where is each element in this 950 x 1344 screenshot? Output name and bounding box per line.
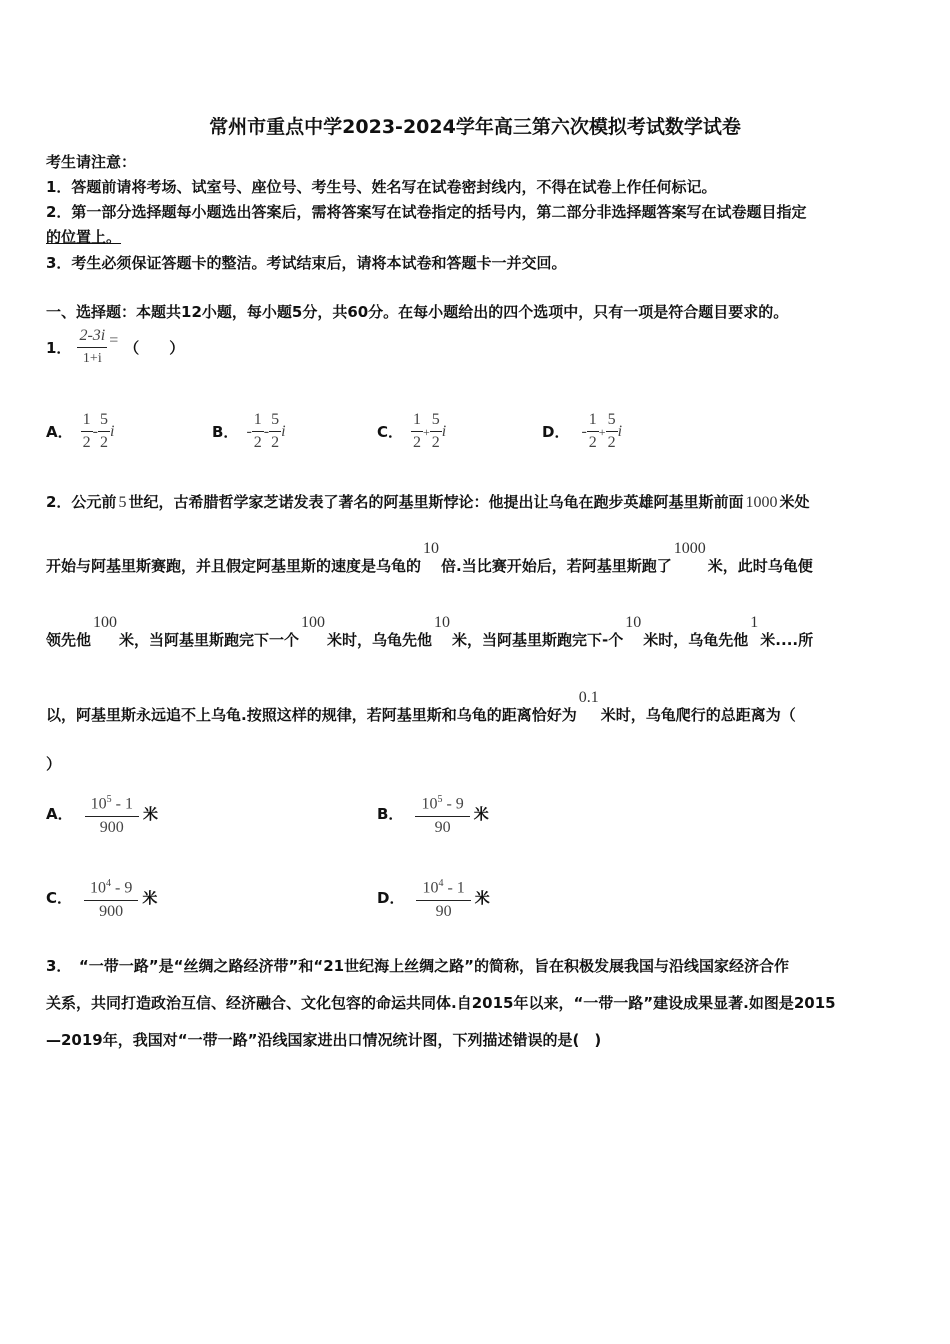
q1-option-b[interactable]: B． - $\frac{1}{2}$ - $\frac{5}{2}$ i: [212, 411, 286, 451]
fraction: $\frac{10^5 - 9}{90}$: [415, 790, 469, 838]
fraction: $\frac{1}{2}$: [588, 411, 597, 451]
option-label: B．: [212, 422, 239, 441]
notice-item-2: 2．第一部分选择题每小题选出答案后，需将答案写在试卷指定的括号内，第二部分非选择题答案写在试卷题目指定: [46, 203, 807, 221]
notice-item-3: 3．考生必须保证答题卡的整洁。考试结束后，请将本试卷和答题卡一并交回。: [46, 254, 567, 272]
q1-option-a[interactable]: A． $\frac{1}{2}$ - $\frac{5}{2}$ i: [46, 411, 115, 451]
option-label: D．: [542, 422, 570, 441]
q3-line-2: 关系，共同打造政治互信、经济融合、文化包容的命运共同体.自2015年以来，“一带一路”建设成果显著.如图是2015: [46, 994, 836, 1012]
q2-line-5: ）: [46, 755, 62, 773]
fraction: $\frac{5}{2}$: [607, 411, 616, 451]
notice-item-1: 1．答题前请将考场、试室号、座位号、考生号、姓名写在试卷密封线内，不得在试卷上作任何标记。: [46, 178, 717, 196]
q2-option-a[interactable]: A． $\frac{10^5 - 1}{900}$ 米: [46, 790, 158, 838]
option-label: B．: [377, 805, 404, 824]
q2-line-1: 2．公元前 5 世纪，古希腊哲学家芝诺发表了著名的阿基里斯悖论：他提出让乌龟在跑步英雄阿基里斯前面 1000 米处: [46, 493, 810, 511]
equals-sign: =: [109, 331, 119, 349]
fraction: $\frac{10^4 - 9}{900}$: [84, 874, 138, 922]
option-label: A．: [46, 422, 73, 441]
option-label: C．: [46, 889, 73, 908]
fraction: $\frac{5}{2}$: [431, 411, 440, 451]
q3-line-1: 3． “一带一路”是“丝绸之路经济带”和“21世纪海上丝绸之路”的简称，旨在积极发展我国与沿线国家经济合作: [46, 957, 789, 975]
fraction: $\frac{5}{2}$: [99, 411, 108, 451]
q1-option-d[interactable]: D． - $\frac{1}{2}$ + $\frac{5}{2}$ i: [542, 411, 623, 451]
answer-paren: （ ）: [124, 338, 185, 357]
q1-expression: [77, 326, 107, 369]
q2-line-3: 领先他100米，当阿基里斯跑完下一个100米时，乌龟先他10米，当阿基里斯跑完下-个10米时，乌龟先他1米....所: [46, 614, 814, 649]
question-1: [46, 326, 184, 369]
section-heading: 一、选择题：本题共12小题，每小题5分，共60分。在每小题给出的四个选项中，只有一项是符合题目要求的。: [46, 303, 789, 321]
option-label: C．: [377, 422, 404, 441]
fraction: $\frac{10^4 - 1}{90}$: [416, 874, 470, 922]
notice-heading: 考生请注意：: [46, 153, 137, 171]
notice-item-2-cont: 的位置上。: [46, 228, 122, 246]
fraction: $\frac{1}{2}$: [82, 411, 91, 451]
q1-option-c[interactable]: C． $\frac{1}{2}$ + $\frac{5}{2}$ i: [377, 411, 447, 451]
q3-line-3: —2019年，我国对“一带一路”沿线国家进出口情况统计图，下列描述错误的是( ): [46, 1031, 602, 1049]
question-number: 1．: [46, 338, 72, 357]
fraction: $\frac{1}{2}$: [413, 411, 422, 451]
q2-option-b[interactable]: B． $\frac{10^5 - 9}{90}$ 米: [377, 790, 489, 838]
fraction: $\frac{10^5 - 1}{900}$: [85, 790, 139, 838]
q2-option-d[interactable]: D． $\frac{10^4 - 1}{90}$ 米: [377, 874, 490, 922]
q2-line-2: 开始与阿基里斯赛跑，并且假定阿基里斯的速度是乌龟的10倍.当比赛开始后，若阿基里斯跑了1000米，此时乌龟便: [46, 540, 813, 575]
fraction: $\frac{5}{2}$: [271, 411, 280, 451]
option-label: D．: [377, 889, 405, 908]
q2-line-4: 以，阿基里斯永远追不上乌龟.按照这样的规律，若阿基里斯和乌龟的距离恰好为0.1米时，乌龟爬行的总距离为（: [46, 689, 796, 724]
option-label: A．: [46, 805, 73, 824]
q1-numerator: 2-3i: [77, 326, 107, 348]
q1-denominator: 1+i: [82, 351, 102, 366]
page-title: 常州市重点中学2023-2024学年高三第六次模拟考试数学试卷: [209, 116, 741, 138]
q2-option-c[interactable]: C． $\frac{10^4 - 9}{900}$ 米: [46, 874, 157, 922]
fraction: $\frac{1}{2}$: [253, 411, 262, 451]
